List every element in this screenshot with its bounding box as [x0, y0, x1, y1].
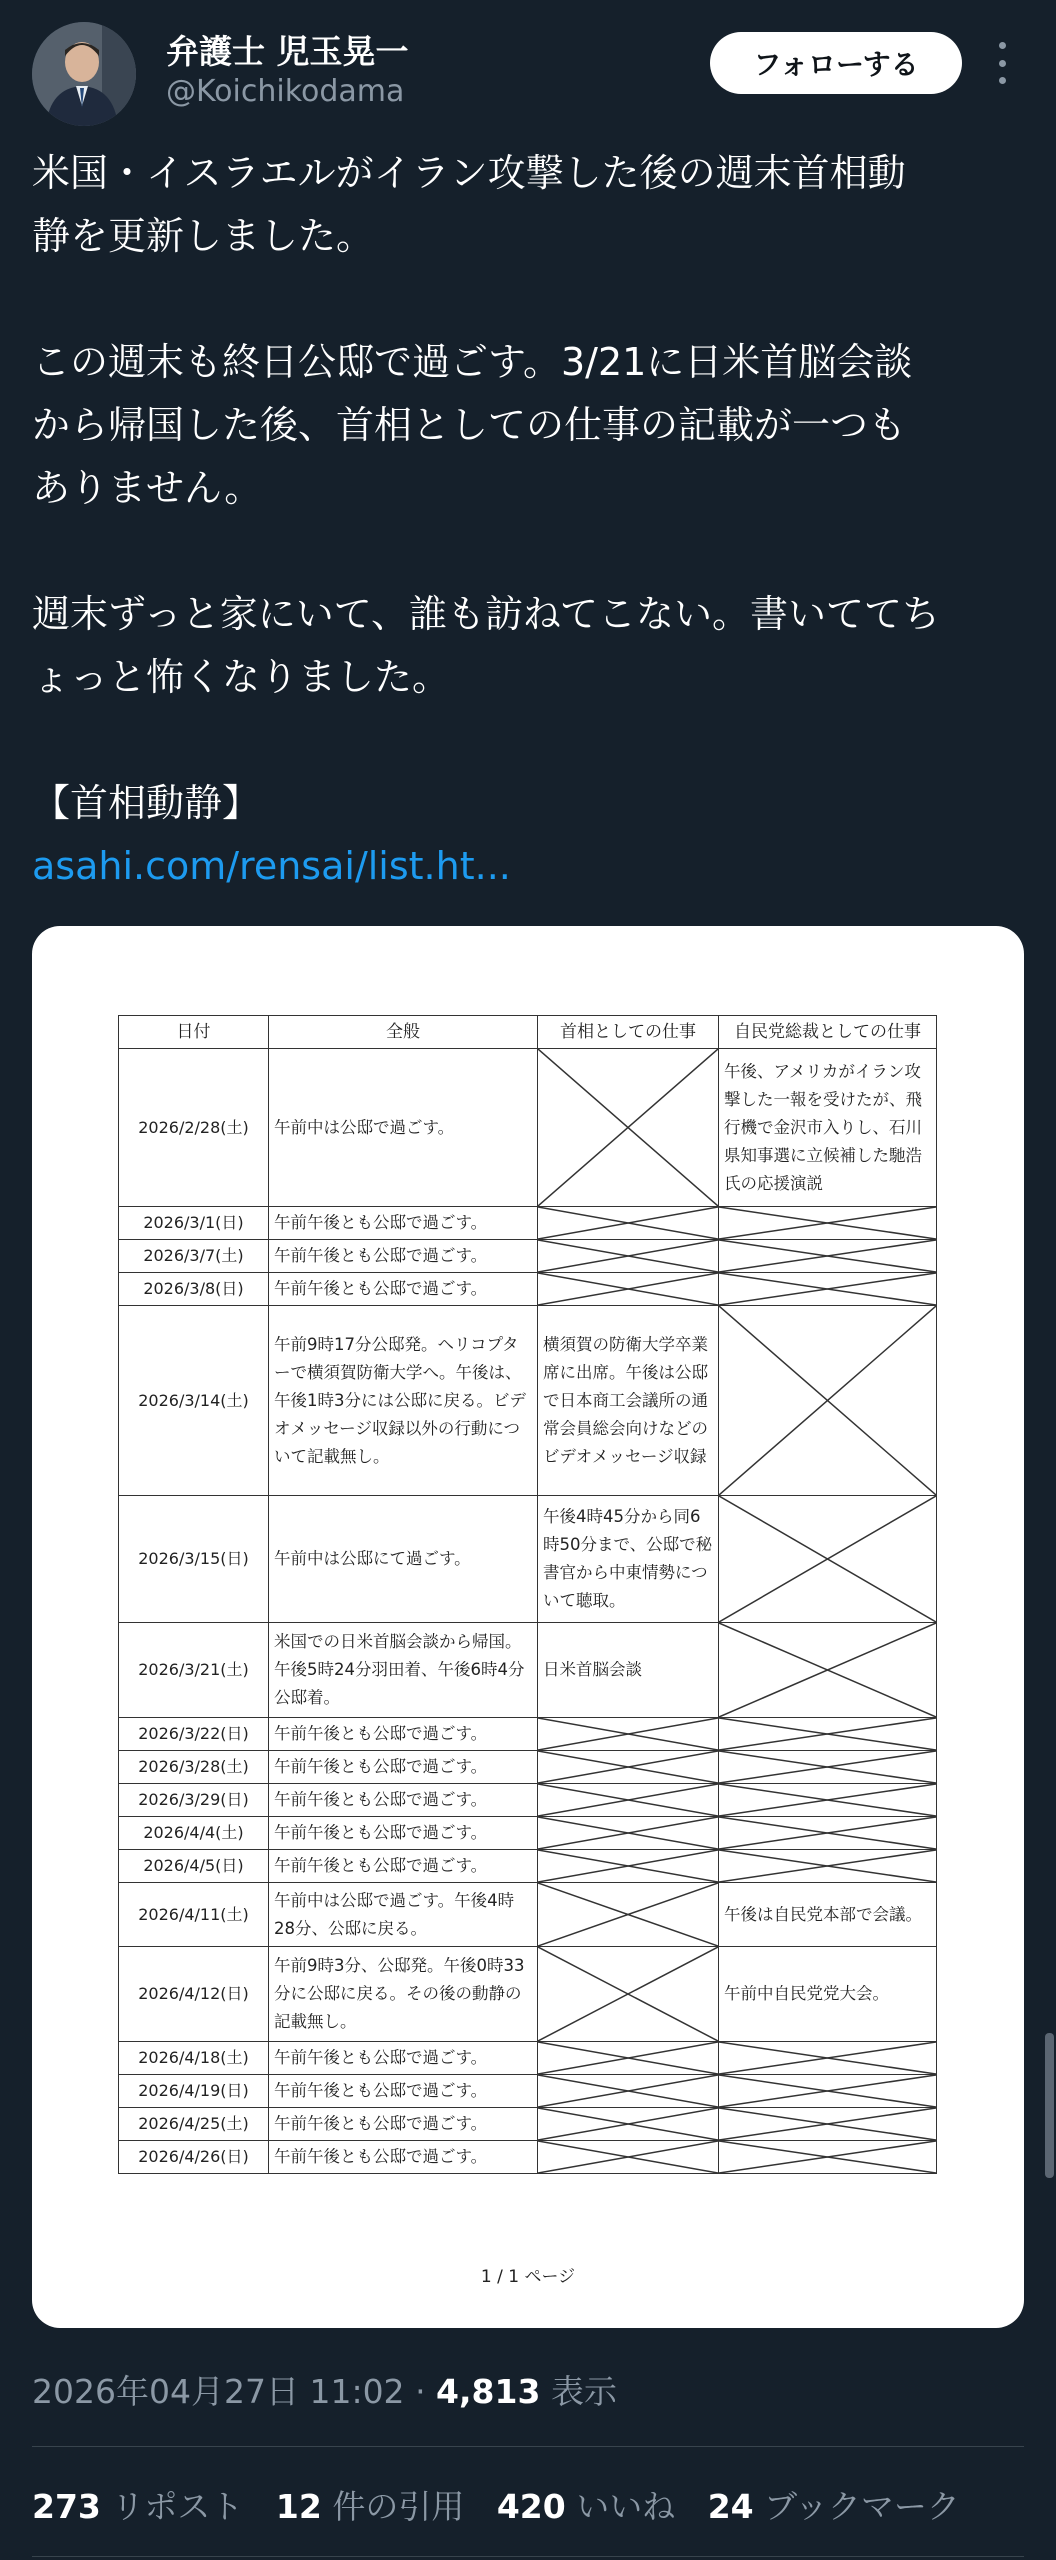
table-row	[119, 1273, 937, 1306]
cross-mark	[538, 2075, 718, 2107]
table-row	[119, 1306, 937, 1496]
tweet-link[interactable]: asahi.com/rensai/list.ht...	[32, 844, 511, 888]
date-cell: 2026/4/12(日)	[119, 1947, 269, 2042]
table-row	[119, 1623, 937, 1718]
page-number: 1 / 1 ページ	[480, 2267, 576, 2287]
date-cell: 2026/3/8(日)	[119, 1273, 269, 1306]
cross-mark	[538, 1207, 718, 1239]
avatar[interactable]	[32, 22, 136, 126]
tweet-line: 静を更新しました。	[32, 214, 375, 258]
cross-mark	[538, 1947, 718, 2041]
cross-mark	[719, 1306, 936, 1495]
table-row	[119, 1784, 937, 1817]
date-cell: 2026/3/29(日)	[119, 1784, 269, 1817]
cross-mark	[538, 1718, 718, 1750]
party-work-cell	[719, 1623, 937, 1718]
date-cell: 2026/4/18(土)	[119, 2042, 269, 2075]
date-cell: 2026/3/22(日)	[119, 1718, 269, 1751]
general-cell: 午前午後とも公邸で過ごす。	[269, 1850, 538, 1883]
attached-image[interactable]	[32, 926, 1024, 2328]
cross-mark	[719, 2075, 936, 2107]
party-work-cell	[719, 1751, 937, 1784]
table-row	[119, 1049, 937, 1207]
cross-mark	[719, 1496, 936, 1622]
general-cell: 午前中は公邸で過ごす。	[269, 1049, 538, 1207]
cross-mark	[538, 2042, 718, 2074]
party-work-cell: 午後、アメリカがイラン攻撃した一報を受けたが、飛行機で金沢市入りし、石川県知事選に立候補した馳浩氏の応援演説	[719, 1049, 937, 1207]
cross-mark	[538, 1784, 718, 1816]
party-work-cell	[719, 2042, 937, 2075]
cross-mark	[538, 2141, 718, 2173]
pm-work-cell	[538, 1207, 719, 1240]
party-work-cell: 午後は自民党本部で会議。	[719, 1883, 937, 1947]
party-work-cell	[719, 2141, 937, 2174]
cross-mark	[719, 1784, 936, 1816]
table-row	[119, 1751, 937, 1784]
date-cell: 2026/4/11(土)	[119, 1883, 269, 1947]
cross-mark	[719, 1850, 936, 1882]
stat-bookmarks[interactable]: 24 ブックマーク	[707, 2487, 960, 2526]
date-cell: 2026/3/7(土)	[119, 1240, 269, 1273]
more-options-icon[interactable]	[990, 42, 1014, 84]
party-work-cell	[719, 1784, 937, 1817]
date-cell: 2026/4/19(日)	[119, 2075, 269, 2108]
pm-work-cell	[538, 1718, 719, 1751]
table-header: 首相としての仕事	[538, 1016, 719, 1049]
table-row	[119, 2108, 937, 2141]
date-cell: 2026/4/25(土)	[119, 2108, 269, 2141]
table-row	[119, 1850, 937, 1883]
cross-mark	[719, 1240, 936, 1272]
pm-work-cell: 日米首脳会談	[538, 1623, 719, 1718]
scrollbar[interactable]	[1045, 2033, 1054, 2178]
pm-work-cell: 午後4時45分から同6時50分まで、公邸で秘書官から中東情勢について聴取。	[538, 1496, 719, 1623]
date-cell: 2026/2/28(土)	[119, 1049, 269, 1207]
general-cell: 午前午後とも公邸で過ごす。	[269, 1817, 538, 1850]
tweet-line: この週末も終日公邸で過ごす。3/21に日米首脳会談	[32, 340, 913, 384]
pm-work-cell	[538, 1947, 719, 2042]
divider	[32, 2446, 1024, 2447]
date-cell: 2026/4/4(土)	[119, 1817, 269, 1850]
party-work-cell	[719, 2075, 937, 2108]
cross-mark	[538, 1751, 718, 1783]
divider	[32, 2556, 1024, 2557]
stat-reposts[interactable]: 273 リポスト	[32, 2487, 244, 2526]
general-cell: 午前午後とも公邸で過ごす。	[269, 1240, 538, 1273]
party-work-cell	[719, 1718, 937, 1751]
general-cell: 午前9時17分公邸発。ヘリコプターで横須賀防衛大学へ。午後は、午後1時3分には公邸に戻る。ビデオメッセージ収録以外の行動について記載無し。	[269, 1306, 538, 1496]
general-cell: 午前9時3分、公邸発。午後0時33分に公邸に戻る。その後の動静の記載無し。	[269, 1947, 538, 2042]
author-handle[interactable]: @Koichikodama	[166, 74, 405, 109]
profile-photo	[32, 22, 136, 126]
pm-work-cell	[538, 2075, 719, 2108]
general-cell: 午前午後とも公邸で過ごす。	[269, 2075, 538, 2108]
general-cell: 午前午後とも公邸で過ごす。	[269, 1718, 538, 1751]
general-cell: 午前午後とも公邸で過ごす。	[269, 1207, 538, 1240]
date-cell: 2026/3/28(土)	[119, 1751, 269, 1784]
date-cell: 2026/3/1(日)	[119, 1207, 269, 1240]
author-name[interactable]: 弁護士 児玉晃一	[166, 32, 409, 71]
date-cell: 2026/3/15(日)	[119, 1496, 269, 1623]
cross-mark	[719, 1718, 936, 1750]
pm-work-cell	[538, 1850, 719, 1883]
table-row	[119, 2075, 937, 2108]
tweet-text	[32, 142, 1032, 898]
general-cell: 午前午後とも公邸で過ごす。	[269, 2108, 538, 2141]
party-work-cell	[719, 1306, 937, 1496]
general-cell: 午前午後とも公邸で過ごす。	[269, 1751, 538, 1784]
tweet-line: ありません。	[32, 466, 263, 510]
timestamp-line	[32, 2366, 617, 2413]
table-header: 全般	[269, 1016, 538, 1049]
cross-mark	[719, 1273, 936, 1305]
views-count: 4,813	[436, 2372, 541, 2411]
general-cell: 午前午後とも公邸で過ごす。	[269, 2141, 538, 2174]
cross-mark	[719, 2141, 936, 2173]
date-cell: 2026/3/21(土)	[119, 1623, 269, 1718]
table-row	[119, 1240, 937, 1273]
tweet-line: 【首相動静】	[32, 781, 261, 825]
general-cell: 午前午後とも公邸で過ごす。	[269, 2042, 538, 2075]
general-cell: 午前中は公邸で過ごす。午後4時28分、公邸に戻る。	[269, 1883, 538, 1947]
cross-mark	[538, 2108, 718, 2140]
pm-work-cell	[538, 2141, 719, 2174]
pm-work-cell	[538, 1817, 719, 1850]
table-row	[119, 2042, 937, 2075]
pm-work-cell	[538, 1240, 719, 1273]
general-cell: 午前午後とも公邸で過ごす。	[269, 1273, 538, 1306]
stat-quotes[interactable]: 12 件の引用	[275, 2487, 465, 2526]
general-cell: 午前午後とも公邸で過ごす。	[269, 1784, 538, 1817]
pm-work-cell	[538, 1784, 719, 1817]
stat-likes[interactable]: 420 いいね	[496, 2487, 676, 2526]
pm-work-cell: 横須賀の防衛大学卒業席に出席。午後は公邸で日本商工会議所の通常会員総会向けなどのビデオメッセージ収録	[538, 1306, 719, 1496]
table-row	[119, 1718, 937, 1751]
cross-mark	[538, 1883, 718, 1946]
table-header: 日付	[119, 1016, 269, 1049]
cross-mark	[538, 1049, 718, 1206]
table-row	[119, 1496, 937, 1623]
party-work-cell	[719, 1817, 937, 1850]
pm-work-cell	[538, 1049, 719, 1207]
tweet-line: 米国・イスラエルがイラン攻撃した後の週末首相動	[32, 151, 906, 195]
date-cell: 2026/4/26(日)	[119, 2141, 269, 2174]
general-cell: 午前中は公邸にて過ごす。	[269, 1496, 538, 1623]
table-row	[119, 1817, 937, 1850]
pm-work-cell	[538, 1751, 719, 1784]
party-work-cell	[719, 1496, 937, 1623]
cross-mark	[538, 1850, 718, 1882]
timestamp[interactable]: 2026年04月27日 11:02	[32, 2372, 405, 2411]
party-work-cell	[719, 1850, 937, 1883]
pm-work-cell	[538, 2108, 719, 2141]
tweet-line: 週末ずっと家にいて、誰も訪ねてこない。書いててち	[32, 592, 941, 636]
table-row	[119, 1207, 937, 1240]
cross-mark	[719, 1817, 936, 1849]
party-work-cell	[719, 1273, 937, 1306]
party-work-cell	[719, 2108, 937, 2141]
tweet-line: ょっと怖くなりました。	[32, 655, 451, 699]
pm-work-cell	[538, 2042, 719, 2075]
engagement-stats	[32, 2481, 982, 2528]
cross-mark	[719, 1751, 936, 1783]
cross-mark	[538, 1817, 718, 1849]
cross-mark	[719, 2042, 936, 2074]
separator-dot: ·	[415, 2372, 437, 2411]
general-cell: 米国での日米首脳会談から帰国。午後5時24分羽田着、午後6時4分公邸着。	[269, 1623, 538, 1718]
cross-mark	[719, 1623, 936, 1717]
party-work-cell	[719, 1207, 937, 1240]
schedule-table	[118, 1015, 937, 2174]
party-work-cell	[719, 1240, 937, 1273]
tweet-line: から帰国した後、首相としての仕事の記載が一つも	[32, 403, 907, 447]
party-work-cell: 午前中自民党党大会。	[719, 1947, 937, 2042]
table-row	[119, 1883, 937, 1947]
views-label: 表示	[550, 2372, 617, 2411]
table-row	[119, 2141, 937, 2174]
cross-mark	[719, 1207, 936, 1239]
pm-work-cell	[538, 1883, 719, 1947]
cross-mark	[538, 1240, 718, 1272]
date-cell: 2026/4/5(日)	[119, 1850, 269, 1883]
table-header: 自民党総裁としての仕事	[719, 1016, 937, 1049]
cross-mark	[719, 2108, 936, 2140]
follow-button[interactable]: フォローする	[710, 32, 962, 94]
pm-work-cell	[538, 1273, 719, 1306]
cross-mark	[538, 1273, 718, 1305]
table-row	[119, 1947, 937, 2042]
date-cell: 2026/3/14(土)	[119, 1306, 269, 1496]
